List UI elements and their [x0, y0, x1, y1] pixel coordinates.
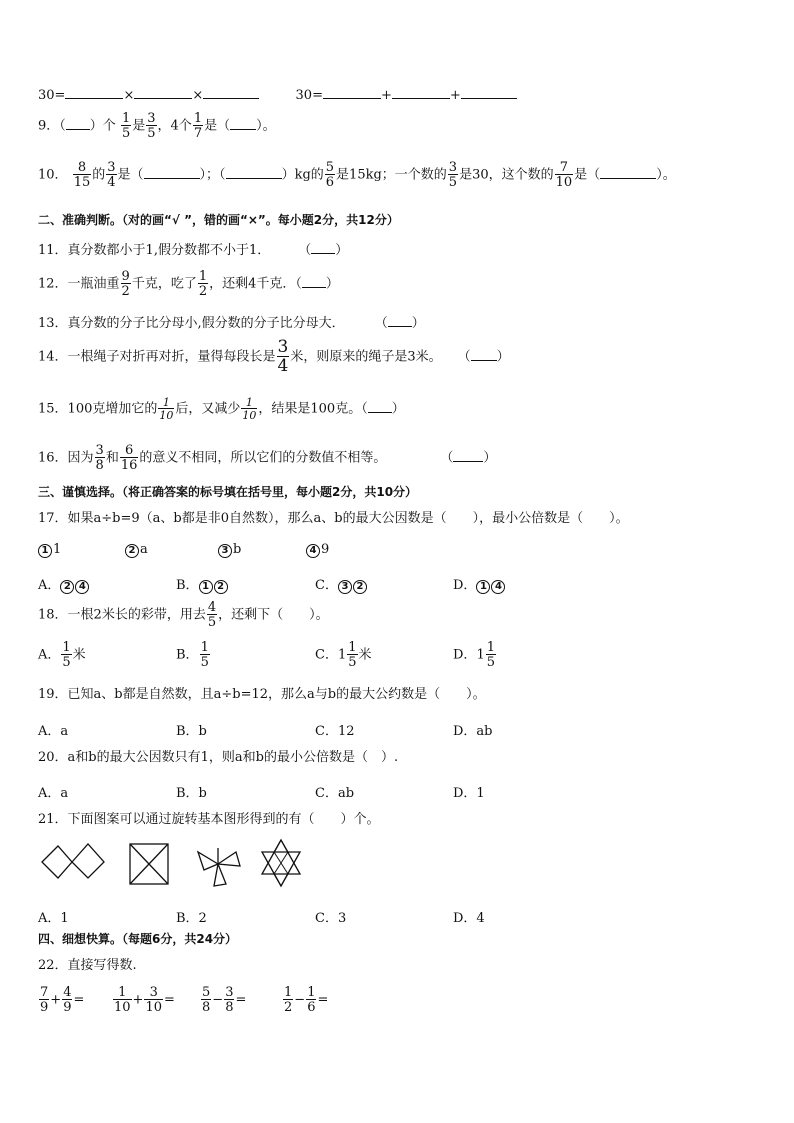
answer-blank[interactable]	[134, 86, 192, 99]
question-9: 9．（ ）个 $\frac{1}{5}$ 是 $\frac{3}{5}$ ，4个 $\frac{1}{7}$ 是（ ）。	[38, 111, 276, 141]
question-13: 13．真分数的分子比分母小,假分数的分子比分母大． （ ）	[38, 316, 425, 331]
fraction: $\frac{3}{8}$	[95, 443, 104, 473]
q8-row: 30= × × 30= + +	[38, 86, 517, 102]
question-14: 14．一根绳子对折再对折，量得每段长是 $\frac{3}{4}$ 米，则原来的绳子是3米。 （ ）	[38, 337, 510, 376]
fraction: $\frac{3}{4}$	[107, 160, 116, 190]
answer-blank[interactable]	[302, 275, 326, 288]
q17-option-d[interactable]: D． 1 4	[453, 574, 506, 594]
answer-blank[interactable]	[226, 166, 282, 179]
q18-option-b[interactable]: B． $\frac{1}{5}$	[176, 640, 209, 670]
answer-blank[interactable]	[230, 117, 256, 130]
answer-blank[interactable]	[392, 86, 450, 99]
q17-item: 1 1	[38, 542, 61, 558]
q20-option-b[interactable]: B．b	[176, 786, 207, 801]
question-16: 16．因为 $\frac{3}{8}$ 和 $\frac{6}{16}$ 的意义不相同，所以它们的分数值不相等。 （ ）	[38, 443, 497, 473]
fraction: $\frac{5}{6}$	[325, 160, 335, 190]
q17-item: 3 b	[218, 542, 241, 558]
answer-blank[interactable]	[311, 241, 335, 254]
q20-option-c[interactable]: C．ab	[315, 786, 355, 801]
calc-expression: $\frac{5}{8}$ − $\frac{3}{8}$ =	[202, 985, 247, 1015]
question-17: 17．如果a÷b=9（a、b都是非0自然数），那么a、b的最大公因数是（ ），最小公倍数是（ ）。	[38, 511, 629, 526]
q20-option-a[interactable]: A．a	[38, 786, 69, 801]
fraction: $\frac{6}{16}$	[120, 443, 138, 473]
fraction: $\frac{3}{4}$	[277, 337, 289, 376]
answer-blank[interactable]	[66, 117, 90, 130]
q21-option-b[interactable]: B．2	[176, 911, 207, 926]
calc-expression: $\frac{1}{2}$ − $\frac{1}{6}$ =	[284, 985, 329, 1015]
question-18: 18．一根2米长的彩带，用去 $\frac{4}{5}$ ，还剩下（ ）。	[38, 600, 329, 630]
question-21: 21．下面图案可以通过旋转基本图形得到的有（ ）个。	[38, 812, 380, 827]
question-19: 19．已知a、b都是自然数，且a÷b=12，那么a与b的最大公约数是（ ）。	[38, 687, 486, 702]
q19-option-a[interactable]: A．a	[38, 724, 69, 739]
answer-blank[interactable]	[203, 86, 259, 99]
answer-blank[interactable]	[368, 400, 392, 413]
q17-option-c[interactable]: C． 3 2	[315, 574, 368, 594]
q19-option-c[interactable]: C．12	[315, 724, 355, 739]
section-3-heading: 三、谨慎选择。（将正确答案的标号填在括号里，每小题2分，共10分）	[38, 485, 418, 499]
fraction: $\frac{8}{15}$	[73, 160, 91, 190]
q21-option-d[interactable]: D．4	[453, 911, 485, 926]
question-15: 15．100克增加它的 $\frac{1}{10}$ 后，又减少 $\frac{1}{10}$ ，结果是100克。（ ）	[38, 396, 405, 422]
answer-blank[interactable]	[323, 86, 381, 99]
answer-blank[interactable]	[471, 348, 497, 361]
fraction: $\frac{9}{2}$	[121, 269, 130, 299]
fraction: $\frac{4}{5}$	[207, 600, 217, 630]
rotated-squares-figure	[40, 838, 106, 884]
question-10: 10． $\frac{8}{15}$ 的 $\frac{3}{4}$ 是（ ）；（ ）kg的 $\frac{5}{6}$ 是15kg；一个数的 $\frac{3}{5}$ 是30，这个数的 $\frac{7}{10}$ 是（ ）。	[38, 160, 676, 190]
answer-blank[interactable]	[388, 314, 412, 327]
q17-option-a[interactable]: A． 2 4	[38, 574, 90, 594]
answer-blank[interactable]	[65, 86, 123, 99]
fraction: $\frac{1}{10}$	[159, 396, 174, 422]
q21-option-c[interactable]: C．3	[315, 911, 347, 926]
question-20: 20．a和b的最大公因数只有1，则a和b的最小公倍数是（ ）.	[38, 750, 399, 765]
answer-blank[interactable]	[461, 86, 517, 99]
section-2-heading: 二、准确判断。（对的画“√ ”，错的画“×”。每小题2分，共12分）	[38, 213, 399, 227]
fraction: $\frac{1}{5}$	[121, 111, 131, 141]
calc-expression: $\frac{7}{9}$ + $\frac{4}{9}$ =	[40, 985, 85, 1015]
q19-option-d[interactable]: D．ab	[453, 724, 493, 739]
fraction: $\frac{1}{7}$	[193, 111, 203, 141]
q21-option-a[interactable]: A．1	[38, 911, 69, 926]
question-22: 22．直接写得数.	[38, 958, 137, 973]
fraction: $\frac{3}{5}$	[147, 111, 156, 141]
q19-option-b[interactable]: B．b	[176, 724, 207, 739]
star-of-david-figure	[258, 838, 304, 888]
section-4-heading: 四、细想快算。（每题6分，共24分）	[38, 932, 238, 946]
question-12: 12．一瓶油重 $\frac{9}{2}$ 千克，吃了 $\frac{1}{2}$ ，还剩4千克．（ ）	[38, 269, 339, 299]
answer-blank[interactable]	[144, 166, 200, 179]
q17-option-b[interactable]: B． 1 2	[176, 574, 229, 594]
q20-option-d[interactable]: D．1	[453, 786, 485, 801]
fraction: $\frac{3}{5}$	[448, 160, 458, 190]
fraction: $\frac{1}{10}$	[242, 396, 257, 422]
q17-item: 2 a	[125, 542, 148, 558]
answer-blank[interactable]	[600, 166, 656, 179]
q18-option-a[interactable]: A． $\frac{1}{5}$ 米	[38, 640, 86, 670]
pinwheel-figure	[194, 842, 244, 888]
q18-option-d[interactable]: D．1 $\frac{1}{5}$	[453, 640, 495, 670]
square-with-diagonals-figure	[128, 842, 170, 886]
fraction: $\frac{7}{10}$	[555, 160, 573, 190]
question-11: 11．真分数都小于1,假分数都不小于1． （ ）	[38, 243, 349, 258]
q18-option-c[interactable]: C．1 $\frac{1}{5}$ 米	[315, 640, 372, 670]
q17-item: 4 9	[306, 542, 329, 558]
answer-blank[interactable]	[453, 449, 483, 462]
fraction: $\frac{1}{2}$	[198, 269, 208, 299]
calc-expression: $\frac{1}{10}$ + $\frac{3}{10}$ =	[114, 985, 175, 1015]
